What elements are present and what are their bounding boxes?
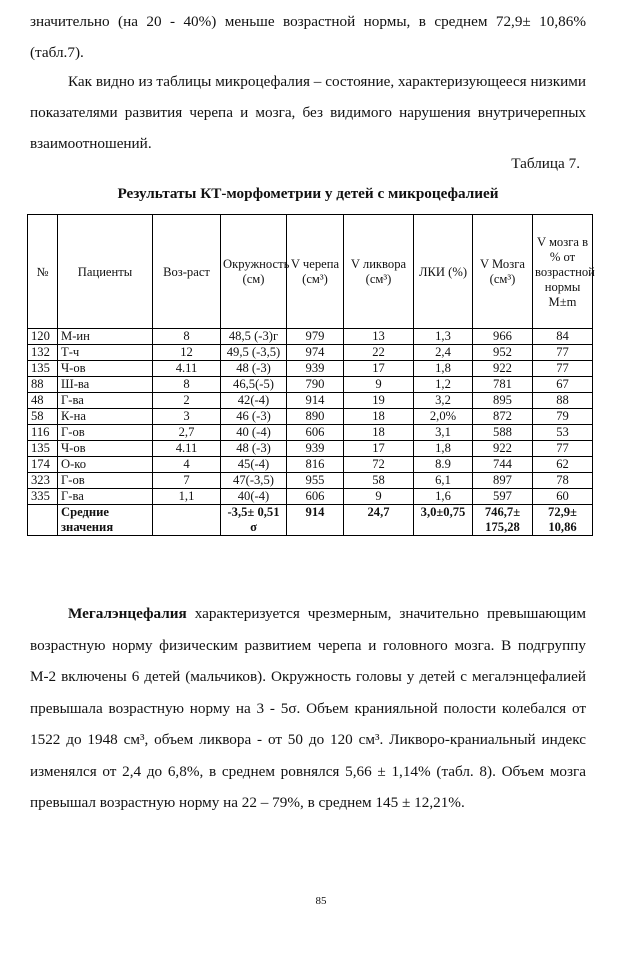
table-cell: 8.9: [414, 457, 473, 473]
table-row: [28, 489, 593, 505]
table-cell: 53: [533, 425, 593, 441]
table-cell: 17: [344, 441, 414, 457]
table-cell: 58: [28, 409, 58, 425]
table-cell: 49,5 (-3,5): [221, 345, 287, 361]
paragraph-megalencephaly-text: характеризуется чрезмерным, значительно превышающим возрастную норму физическим развитием черепа и головного мозга. В подгруппу М-2 включены 6 детей (мальчиков). Окружность головы у детей с мегалэнцефалией превышала возрастную норму на 3 - 5σ. Объем кранияльной полости колебался от 1522 до 1948 см³, объем ликвора - от 50 до 120 см³. Ликворо-краниальный индекс изменялся от 2,4 до 6,8%, в среднем ровнялся 5,66 ± 1,14% (табл. 8). Объем мозга превышал возрастную норму на 22 – 79%, в среднем 145 ± 12,21%.: [30, 605, 586, 811]
table-cell: [28, 505, 58, 536]
table-cell: 79: [533, 409, 593, 425]
table-cell: 3: [153, 409, 221, 425]
table-cell: 3,0±0,75: [414, 505, 473, 536]
table-cell: 72,9± 10,86: [533, 505, 593, 536]
table-cell: 914: [287, 505, 344, 536]
table-cell: 47(-3,5): [221, 473, 287, 489]
table-cell: 1,8: [414, 441, 473, 457]
table-cell: 890: [287, 409, 344, 425]
table-cell: 4.11: [153, 361, 221, 377]
table-cell: 46,5(-5): [221, 377, 287, 393]
table-cell: Г-ов: [58, 425, 153, 441]
table-cell: 4.11: [153, 441, 221, 457]
table-cell: 872: [473, 409, 533, 425]
table-cell: 67: [533, 377, 593, 393]
table-cell: 1,3: [414, 329, 473, 345]
table-cell: [153, 505, 221, 536]
table-cell: 1,2: [414, 377, 473, 393]
table-cell: 8: [153, 329, 221, 345]
table-cell: 18: [344, 409, 414, 425]
table-cell: 606: [287, 425, 344, 441]
table-cell: Т-ч: [58, 345, 153, 361]
table-cell: 323: [28, 473, 58, 489]
table-cell: 588: [473, 425, 533, 441]
table-cell: 24,7: [344, 505, 414, 536]
header-cell: Окружность (см): [221, 215, 287, 329]
table-cell: 914: [287, 393, 344, 409]
table-cell: 132: [28, 345, 58, 361]
table-cell: 922: [473, 441, 533, 457]
table-cell: 77: [533, 361, 593, 377]
table-cell: 135: [28, 441, 58, 457]
table-cell: 40(-4): [221, 489, 287, 505]
table-cell: 58: [344, 473, 414, 489]
header-cell: №: [28, 215, 58, 329]
table-cell: 40 (-4): [221, 425, 287, 441]
table-caption: Результаты КТ-морфометрии у детей с микроцефалией: [117, 185, 499, 202]
table-cell: 77: [533, 345, 593, 361]
table-cell: 781: [473, 377, 533, 393]
table-cell: 939: [287, 361, 344, 377]
table-cell: 19: [344, 393, 414, 409]
table-cell: 46 (-3): [221, 409, 287, 425]
table-cell: 744: [473, 457, 533, 473]
table-cell: 78: [533, 473, 593, 489]
header-cell: V ликвора (см³): [344, 215, 414, 329]
table-cell: 135: [28, 361, 58, 377]
table-cell: 895: [473, 393, 533, 409]
table-cell: 939: [287, 441, 344, 457]
table-cell: 18: [344, 425, 414, 441]
table-cell: 816: [287, 457, 344, 473]
table-cell: К-на: [58, 409, 153, 425]
term-megalencephaly: Мегалэнцефалия: [68, 605, 187, 622]
table-cell: 3,1: [414, 425, 473, 441]
table-cell: 45(-4): [221, 457, 287, 473]
table-row: [28, 393, 593, 409]
table-row: [28, 441, 593, 457]
header-cell: V мозга в % от возрастной нормы M±m: [533, 215, 593, 329]
table-cell: 13: [344, 329, 414, 345]
table-row: [28, 409, 593, 425]
table-cell: 2,4: [414, 345, 473, 361]
paragraph-megalencephaly: [30, 598, 586, 819]
table-cell: 2,0%: [414, 409, 473, 425]
table-cell: 17: [344, 361, 414, 377]
table-row: [28, 345, 593, 361]
table-cell: 72: [344, 457, 414, 473]
morphometry-table: [27, 214, 593, 536]
table-cell: Ш-ва: [58, 377, 153, 393]
table-row: [28, 425, 593, 441]
table-cell: 12: [153, 345, 221, 361]
table-cell: 8: [153, 377, 221, 393]
table-cell: Г-ов: [58, 473, 153, 489]
table-cell: 790: [287, 377, 344, 393]
table-cell: 4: [153, 457, 221, 473]
table-cell: Ч-ов: [58, 441, 153, 457]
table-cell: 2,7: [153, 425, 221, 441]
header-cell: Пациенты: [58, 215, 153, 329]
table-cell: 606: [287, 489, 344, 505]
table-cell: 62: [533, 457, 593, 473]
table-cell: 3,2: [414, 393, 473, 409]
table-row: [28, 361, 593, 377]
header-cell: V Мозга (см³): [473, 215, 533, 329]
table-cell: 48 (-3): [221, 441, 287, 457]
table-cell: 120: [28, 329, 58, 345]
table-cell: 1,6: [414, 489, 473, 505]
table-cell: 979: [287, 329, 344, 345]
table-cell: 116: [28, 425, 58, 441]
table-cell: 9: [344, 489, 414, 505]
summary-row: [28, 505, 593, 536]
table-cell: О-ко: [58, 457, 153, 473]
table-row: [28, 329, 593, 345]
table-cell: 597: [473, 489, 533, 505]
table-cell: 174: [28, 457, 58, 473]
table-cell: 974: [287, 345, 344, 361]
table-cell: Г-ва: [58, 393, 153, 409]
table-cell: Средние значения: [58, 505, 153, 536]
table-cell: 88: [28, 377, 58, 393]
table-cell: 7: [153, 473, 221, 489]
table-cell: 60: [533, 489, 593, 505]
table-cell: 88: [533, 393, 593, 409]
table-cell: 746,7± 175,28: [473, 505, 533, 536]
paragraph-continuation: значительно (на 20 - 40%) меньше возрастной нормы, в среднем 72,9± 10,86% (табл.7).: [30, 13, 586, 61]
table-row: [28, 377, 593, 393]
table-cell: 6,1: [414, 473, 473, 489]
table-cell: 77: [533, 441, 593, 457]
page-number: 85: [315, 895, 327, 907]
header-cell: Воз-раст: [153, 215, 221, 329]
table-cell: 1,8: [414, 361, 473, 377]
paragraph-microcephaly-summary: Как видно из таблицы микроцефалия – состояние, характеризующееся низкими показателями развития черепа и мозга, без видимого нарушения внутричерепных взаимоотношений.: [30, 73, 586, 152]
table-cell: Ч-ов: [58, 361, 153, 377]
table-cell: 48,5 (-3)г: [221, 329, 287, 345]
table-cell: 1,1: [153, 489, 221, 505]
table-cell: 335: [28, 489, 58, 505]
table-cell: 9: [344, 377, 414, 393]
table-cell: 22: [344, 345, 414, 361]
header-cell: ЛКИ (%): [414, 215, 473, 329]
table-cell: 955: [287, 473, 344, 489]
table-cell: 42(-4): [221, 393, 287, 409]
table-cell: 48 (-3): [221, 361, 287, 377]
table-cell: 897: [473, 473, 533, 489]
table-label: Таблица 7.: [511, 155, 580, 172]
table-cell: 952: [473, 345, 533, 361]
table-cell: М-ин: [58, 329, 153, 345]
table-cell: 922: [473, 361, 533, 377]
table-cell: 84: [533, 329, 593, 345]
table-cell: 966: [473, 329, 533, 345]
table-cell: -3,5± 0,51 σ: [221, 505, 287, 536]
table-row: [28, 473, 593, 489]
table-cell: 48: [28, 393, 58, 409]
header-cell: V черепа (см³): [287, 215, 344, 329]
table-cell: 2: [153, 393, 221, 409]
table-cell: Г-ва: [58, 489, 153, 505]
table-row: [28, 457, 593, 473]
